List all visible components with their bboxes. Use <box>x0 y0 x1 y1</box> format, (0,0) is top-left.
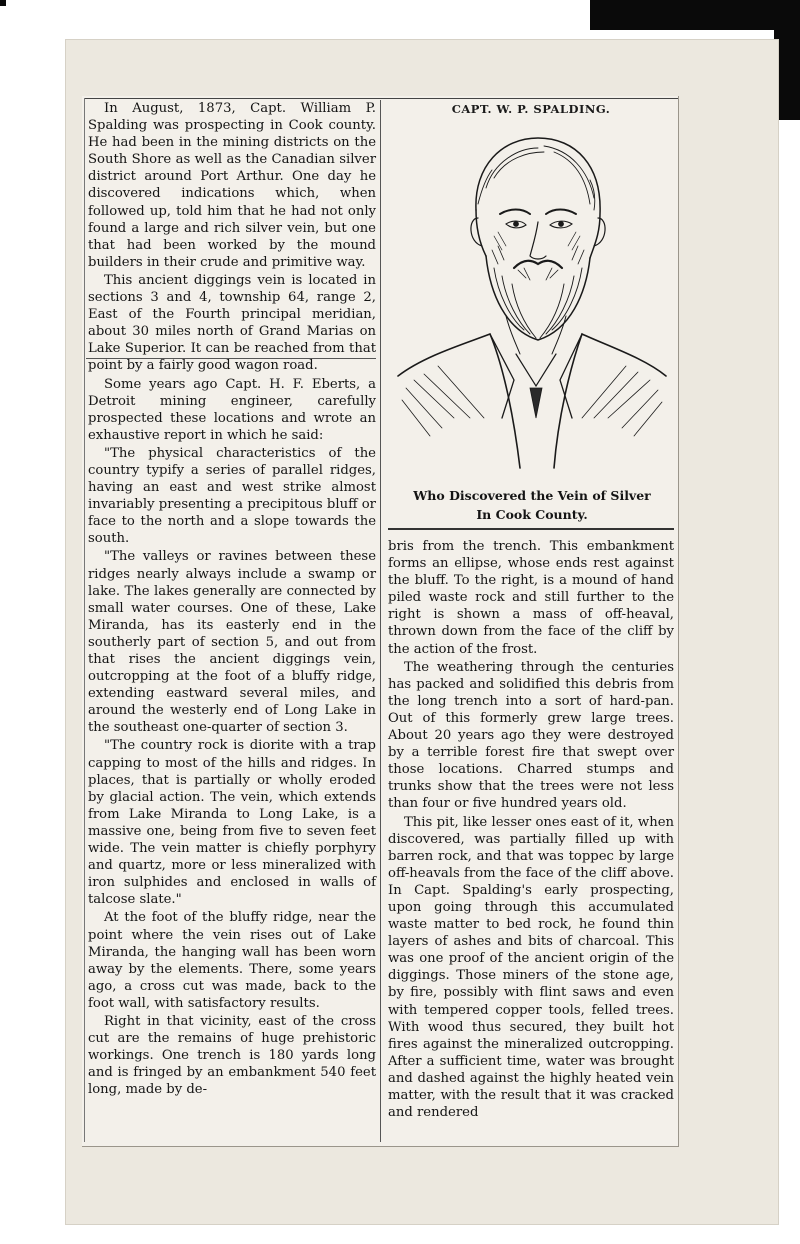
caption-line: Who Discovered the Vein of Silver <box>413 488 651 503</box>
portrait-title: CAPT. W. P. SPALDING. <box>451 102 611 116</box>
portrait-caption <box>388 486 676 524</box>
column-divider <box>380 100 381 1142</box>
paragraph: "The valleys or ravines between these ridges nearly always include a swamp or lake. The lakes generally are connected by small water courses. One of these, Lake Miranda, has its easterly end in the southerly part of section 5, and out from that rises the ancient diggings vein, outcropping at the foot of a bluffy ridge, extending eastward several miles, and around the westerly end of Long Lake in the southeast one-quarter of section 3. <box>88 549 376 736</box>
paragraph: Right in that vicinity, east of the cross cut are the remains of huge prehistoric workings. One trench is 180 yards long and is fringed by an embankment 540 feet long, made by de- <box>88 1013 376 1098</box>
article-right-column <box>388 538 674 1122</box>
paragraph: At the foot of the bluffy ridge, near the point where the vein rises out of Lake Miranda, the hanging wall has been worn away by the elements. There, some years ago, a cross cut was made, back to the foot wall, with satisfactory results. <box>88 910 376 1011</box>
article-left-column <box>88 100 376 1099</box>
paragraph: This pit, like lesser ones east of it, when discovered, was partially filled up with barren rock, and that was toppec by large off-heavals from the face of the cliff above. In Capt. Spalding's early prospecting, upon going through this accumulated waste matter to bed rock, he found thin layers of ashes and bits of charcoal. This was one proof of the ancient origin of the diggings. Those miners of the stone age, by fire, possibly with flint saws and even with tempered copper tools, felled trees. With wood thus secured, they built hot fires against the mineralized outcropping. After a sufficient time, water was brought and dashed against the highly heated vein matter, with the result that it was cracked and rendered <box>388 814 674 1121</box>
scan-corner-top-right <box>590 0 800 30</box>
paragraph: "The physical characteristics of the country typify a series of parallel ridges, having an east and west strike almost invariably presenting a precipitous bluff or face to the north and a slope towards the south. <box>88 445 376 547</box>
paragraph: bris from the trench. This embankment forms an ellipse, whose ends rest against the bluff. To the right, is a mound of hand piled waste rock and still further to the right is shown a mass of off-heaval, thrown down from the face of the cliff by the action of the frost. <box>388 539 674 657</box>
clipping-top-rule <box>84 98 678 99</box>
paragraph: "The country rock is diorite with a trap capping to most of the hills and ridges. In places, that is partially or wholly eroded by glacial action. The vein, which extends from Lake Miranda to Long Lake, is a massive one, being from five to seven feet wide. The vein matter is chiefly porphyry and quartz, more or less mineralized with iron sulphides and enclosed in walls of talcose slate." <box>88 738 376 908</box>
paragraph: This ancient diggings vein is located in sections 3 and 4, township 64, range 2, East of the Fourth principal meridian, about 30 miles north of Grand Marias on Lake Superior. It can be reached from that point by a fairly good wagon road. <box>88 272 376 374</box>
paragraph: In August, 1873, Capt. William P. Spalding was prospecting in Cook county. He had been in the mining districts on the South Shore as well as the Canadian silver district around Port Arthur. One day he discovered indications which, when followed up, told him that he had not only found a large and rich silver vein, but one that had been worked by the mound builders in their crude and primitive way. <box>88 101 376 270</box>
paragraph: The weathering through the centuries has packed and solidified this debris from the long trench into a sort of hard-pan. Out of this formerly grew large trees. About 20 years ago they were destroyed by a terrible forest fire that swept over those locations. Charred stumps and trunks show that the trees were not less than four or five hundred years old. <box>388 659 674 812</box>
scan-corner-top-left <box>0 0 6 6</box>
caption-line: In Cook County. <box>476 507 588 522</box>
clipping-left-rule <box>84 98 85 1142</box>
portrait-engraving <box>394 118 670 484</box>
caption-rule <box>388 528 674 530</box>
paragraph: Some years ago Capt. H. F. Eberts, a Detroit mining engineer, carefully prospected these locations and wrote an exhaustive report in which he said: <box>88 376 376 443</box>
